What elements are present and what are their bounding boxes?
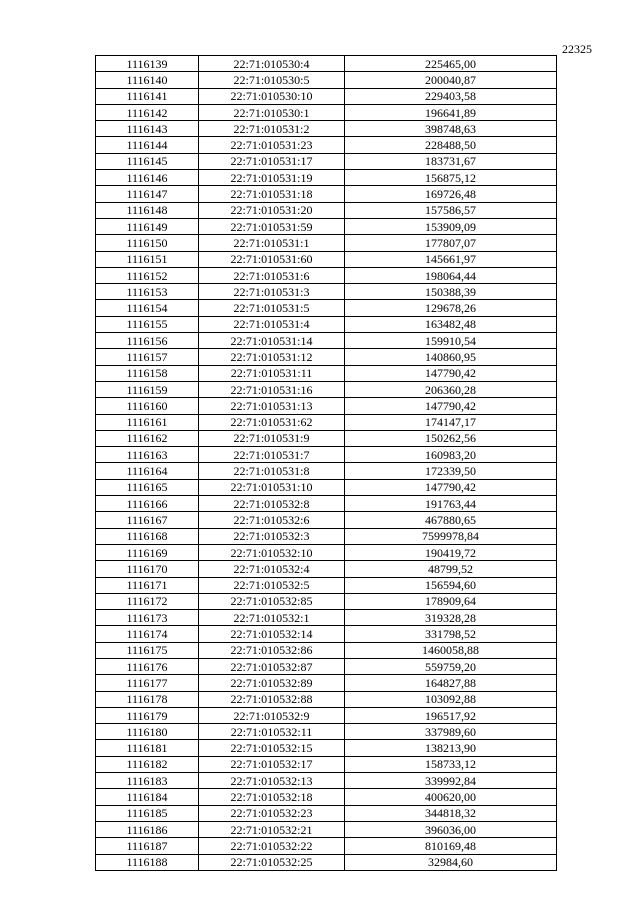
cadastral-number-cell: 22:71:010532:9 — [199, 707, 345, 723]
record-number-cell: 1116157 — [96, 349, 199, 365]
table-row — [96, 365, 557, 381]
record-number-cell: 1116187 — [96, 838, 199, 854]
cadastral-number-cell: 22:71:010532:18 — [199, 789, 345, 805]
table-row — [96, 838, 557, 854]
table-row — [96, 512, 557, 528]
table-row — [96, 398, 557, 414]
record-number-cell: 1116153 — [96, 284, 199, 300]
cadastral-number-cell: 22:71:010531:60 — [199, 251, 345, 267]
table-row — [96, 854, 557, 870]
record-number-cell: 1116188 — [96, 854, 199, 870]
record-number-cell: 1116167 — [96, 512, 199, 528]
table-row — [96, 104, 557, 120]
table-row — [96, 235, 557, 251]
value-cell: 138213,90 — [345, 740, 557, 756]
cadastral-number-cell: 22:71:010531:4 — [199, 316, 345, 332]
record-number-cell: 1116179 — [96, 707, 199, 723]
table-row — [96, 707, 557, 723]
cadastral-number-cell: 22:71:010532:6 — [199, 512, 345, 528]
value-cell: 198064,44 — [345, 267, 557, 283]
record-number-cell: 1116165 — [96, 479, 199, 495]
table-row — [96, 153, 557, 169]
value-cell: 156594,60 — [345, 577, 557, 593]
value-cell: 559759,20 — [345, 658, 557, 674]
table-row — [96, 773, 557, 789]
table-row — [96, 88, 557, 104]
table-row — [96, 805, 557, 821]
value-cell: 178909,64 — [345, 593, 557, 609]
value-cell: 7599978,84 — [345, 528, 557, 544]
cadastral-number-cell: 22:71:010531:3 — [199, 284, 345, 300]
record-number-cell: 1116160 — [96, 398, 199, 414]
table-row — [96, 479, 557, 495]
table-row — [96, 72, 557, 88]
value-cell: 229403,58 — [345, 88, 557, 104]
cadastral-number-cell: 22:71:010532:15 — [199, 740, 345, 756]
table-row — [96, 170, 557, 186]
record-number-cell: 1116144 — [96, 137, 199, 153]
value-cell: 1460058,88 — [345, 642, 557, 658]
table-row — [96, 56, 557, 72]
value-cell: 153909,09 — [345, 218, 557, 234]
cadastral-number-cell: 22:71:010531:16 — [199, 381, 345, 397]
cadastral-number-cell: 22:71:010532:17 — [199, 756, 345, 772]
record-number-cell: 1116158 — [96, 365, 199, 381]
value-cell: 159910,54 — [345, 333, 557, 349]
table-row — [96, 349, 557, 365]
table-row — [96, 658, 557, 674]
cadastral-number-cell: 22:71:010532:14 — [199, 626, 345, 642]
value-cell: 396036,00 — [345, 821, 557, 837]
value-cell: 225465,00 — [345, 56, 557, 72]
cadastral-number-cell: 22:71:010530:10 — [199, 88, 345, 104]
data-table — [95, 55, 557, 871]
cadastral-number-cell: 22:71:010531:20 — [199, 202, 345, 218]
value-cell: 164827,88 — [345, 675, 557, 691]
record-number-cell: 1116151 — [96, 251, 199, 267]
record-number-cell: 1116147 — [96, 186, 199, 202]
record-number-cell: 1116150 — [96, 235, 199, 251]
table-row — [96, 642, 557, 658]
value-cell: 140860,95 — [345, 349, 557, 365]
record-number-cell: 1116142 — [96, 104, 199, 120]
cadastral-number-cell: 22:71:010532:21 — [199, 821, 345, 837]
table-row — [96, 430, 557, 446]
table-row — [96, 740, 557, 756]
table-row — [96, 561, 557, 577]
value-cell: 48799,52 — [345, 561, 557, 577]
record-number-cell: 1116170 — [96, 561, 199, 577]
cadastral-number-cell: 22:71:010531:14 — [199, 333, 345, 349]
record-number-cell: 1116148 — [96, 202, 199, 218]
value-cell: 174147,17 — [345, 414, 557, 430]
value-cell: 191763,44 — [345, 496, 557, 512]
value-cell: 196517,92 — [345, 707, 557, 723]
cadastral-number-cell: 22:71:010532:85 — [199, 593, 345, 609]
cadastral-number-cell: 22:71:010532:10 — [199, 544, 345, 560]
value-cell: 150262,56 — [345, 430, 557, 446]
record-number-cell: 1116177 — [96, 675, 199, 691]
cadastral-number-cell: 22:71:010531:6 — [199, 267, 345, 283]
table-row — [96, 284, 557, 300]
record-number-cell: 1116169 — [96, 544, 199, 560]
record-number-cell: 1116164 — [96, 463, 199, 479]
record-number-cell: 1116159 — [96, 381, 199, 397]
cadastral-number-cell: 22:71:010531:11 — [199, 365, 345, 381]
record-number-cell: 1116155 — [96, 316, 199, 332]
cadastral-number-cell: 22:71:010530:4 — [199, 56, 345, 72]
value-cell: 150388,39 — [345, 284, 557, 300]
record-number-cell: 1116141 — [96, 88, 199, 104]
value-cell: 147790,42 — [345, 479, 557, 495]
value-cell: 339992,84 — [345, 773, 557, 789]
cadastral-number-cell: 22:71:010531:19 — [199, 170, 345, 186]
record-number-cell: 1116184 — [96, 789, 199, 805]
value-cell: 177807,07 — [345, 235, 557, 251]
cadastral-number-cell: 22:71:010531:23 — [199, 137, 345, 153]
value-cell: 183731,67 — [345, 153, 557, 169]
cadastral-number-cell: 22:71:010532:13 — [199, 773, 345, 789]
table-row — [96, 463, 557, 479]
value-cell: 32984,60 — [345, 854, 557, 870]
value-cell: 190419,72 — [345, 544, 557, 560]
record-number-cell: 1116171 — [96, 577, 199, 593]
table-row — [96, 447, 557, 463]
value-cell: 169726,48 — [345, 186, 557, 202]
record-number-cell: 1116162 — [96, 430, 199, 446]
table-row — [96, 675, 557, 691]
value-cell: 160983,20 — [345, 447, 557, 463]
value-cell: 810169,48 — [345, 838, 557, 854]
record-number-cell: 1116173 — [96, 610, 199, 626]
cadastral-number-cell: 22:71:010531:7 — [199, 447, 345, 463]
record-number-cell: 1116182 — [96, 756, 199, 772]
record-number-cell: 1116172 — [96, 593, 199, 609]
table-row — [96, 593, 557, 609]
value-cell: 103092,88 — [345, 691, 557, 707]
cadastral-number-cell: 22:71:010532:22 — [199, 838, 345, 854]
value-cell: 398748,63 — [345, 121, 557, 137]
record-number-cell: 1116175 — [96, 642, 199, 658]
record-number-cell: 1116174 — [96, 626, 199, 642]
cadastral-number-cell: 22:71:010531:10 — [199, 479, 345, 495]
record-number-cell: 1116146 — [96, 170, 199, 186]
table-row — [96, 121, 557, 137]
table-row — [96, 267, 557, 283]
record-number-cell: 1116166 — [96, 496, 199, 512]
cadastral-number-cell: 22:71:010532:86 — [199, 642, 345, 658]
page-number: 22325 — [562, 42, 592, 56]
cadastral-number-cell: 22:71:010531:8 — [199, 463, 345, 479]
cadastral-number-cell: 22:71:010531:13 — [199, 398, 345, 414]
value-cell: 129678,26 — [345, 300, 557, 316]
cadastral-number-cell: 22:71:010531:59 — [199, 218, 345, 234]
value-cell: 337989,60 — [345, 724, 557, 740]
cadastral-number-cell: 22:71:010531:17 — [199, 153, 345, 169]
record-number-cell: 1116156 — [96, 333, 199, 349]
value-cell: 467880,65 — [345, 512, 557, 528]
table-row — [96, 789, 557, 805]
record-number-cell: 1116152 — [96, 267, 199, 283]
table-row — [96, 610, 557, 626]
table-row — [96, 186, 557, 202]
table-row — [96, 724, 557, 740]
record-number-cell: 1116161 — [96, 414, 199, 430]
record-number-cell: 1116145 — [96, 153, 199, 169]
value-cell: 172339,50 — [345, 463, 557, 479]
record-number-cell: 1116181 — [96, 740, 199, 756]
table-row — [96, 756, 557, 772]
record-number-cell: 1116183 — [96, 773, 199, 789]
cadastral-number-cell: 22:71:010532:23 — [199, 805, 345, 821]
table-row — [96, 821, 557, 837]
cadastral-number-cell: 22:71:010532:88 — [199, 691, 345, 707]
value-cell: 228488,50 — [345, 137, 557, 153]
value-cell: 196641,89 — [345, 104, 557, 120]
table-row — [96, 414, 557, 430]
cadastral-number-cell: 22:71:010531:9 — [199, 430, 345, 446]
table-row — [96, 626, 557, 642]
record-number-cell: 1116180 — [96, 724, 199, 740]
table-row — [96, 137, 557, 153]
record-number-cell: 1116143 — [96, 121, 199, 137]
record-number-cell: 1116163 — [96, 447, 199, 463]
value-cell: 163482,48 — [345, 316, 557, 332]
cadastral-number-cell: 22:71:010532:1 — [199, 610, 345, 626]
cadastral-number-cell: 22:71:010532:4 — [199, 561, 345, 577]
record-number-cell: 1116176 — [96, 658, 199, 674]
table-row — [96, 202, 557, 218]
value-cell: 147790,42 — [345, 398, 557, 414]
record-number-cell: 1116139 — [96, 56, 199, 72]
table-row — [96, 577, 557, 593]
table-row — [96, 544, 557, 560]
cadastral-number-cell: 22:71:010532:8 — [199, 496, 345, 512]
record-number-cell: 1116140 — [96, 72, 199, 88]
cadastral-number-cell: 22:71:010531:62 — [199, 414, 345, 430]
table-row — [96, 218, 557, 234]
table-row — [96, 691, 557, 707]
cadastral-number-cell: 22:71:010532:5 — [199, 577, 345, 593]
cadastral-number-cell: 22:71:010531:1 — [199, 235, 345, 251]
cadastral-number-cell: 22:71:010531:5 — [199, 300, 345, 316]
value-cell: 147790,42 — [345, 365, 557, 381]
cadastral-number-cell: 22:71:010532:25 — [199, 854, 345, 870]
value-cell: 400620,00 — [345, 789, 557, 805]
cadastral-number-cell: 22:71:010531:12 — [199, 349, 345, 365]
table-row — [96, 300, 557, 316]
value-cell: 331798,52 — [345, 626, 557, 642]
record-number-cell: 1116154 — [96, 300, 199, 316]
table-row — [96, 496, 557, 512]
table-row — [96, 316, 557, 332]
value-cell: 344818,32 — [345, 805, 557, 821]
table-row — [96, 381, 557, 397]
table-row — [96, 528, 557, 544]
record-number-cell: 1116186 — [96, 821, 199, 837]
value-cell: 145661,97 — [345, 251, 557, 267]
record-number-cell: 1116168 — [96, 528, 199, 544]
value-cell: 319328,28 — [345, 610, 557, 626]
cadastral-number-cell: 22:71:010530:1 — [199, 104, 345, 120]
table-row — [96, 333, 557, 349]
record-number-cell: 1116185 — [96, 805, 199, 821]
value-cell: 156875,12 — [345, 170, 557, 186]
value-cell: 206360,28 — [345, 381, 557, 397]
record-number-cell: 1116178 — [96, 691, 199, 707]
cadastral-number-cell: 22:71:010531:2 — [199, 121, 345, 137]
cadastral-number-cell: 22:71:010531:18 — [199, 186, 345, 202]
cadastral-number-cell: 22:71:010532:3 — [199, 528, 345, 544]
cadastral-number-cell: 22:71:010532:11 — [199, 724, 345, 740]
value-cell: 158733,12 — [345, 756, 557, 772]
value-cell: 200040,87 — [345, 72, 557, 88]
value-cell: 157586,57 — [345, 202, 557, 218]
cadastral-number-cell: 22:71:010532:87 — [199, 658, 345, 674]
table-row — [96, 251, 557, 267]
cadastral-number-cell: 22:71:010532:89 — [199, 675, 345, 691]
record-number-cell: 1116149 — [96, 218, 199, 234]
cadastral-number-cell: 22:71:010530:5 — [199, 72, 345, 88]
